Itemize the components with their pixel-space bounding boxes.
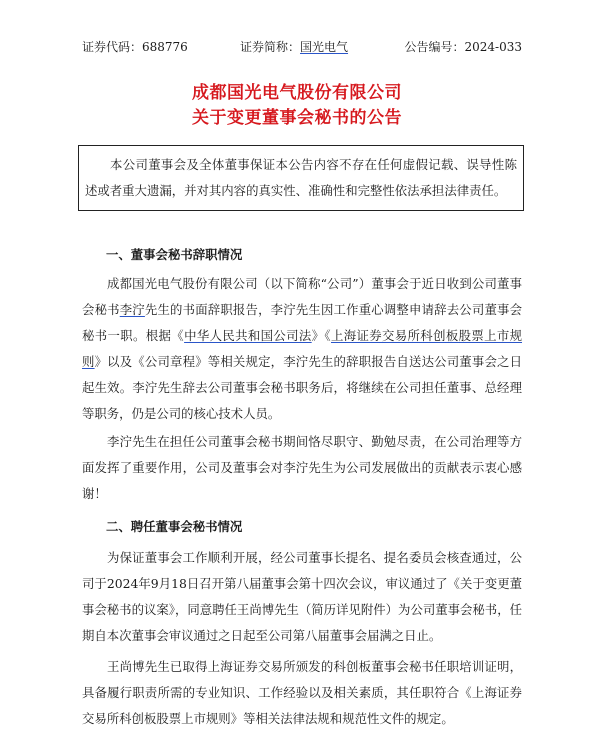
- person-name-link[interactable]: 李泞: [119, 302, 145, 317]
- stock-short-name-label: [240, 38, 348, 55]
- stock-short-name-link[interactable]: 国光电气: [300, 40, 349, 54]
- s1p1-text-a: 成都国光电气股份有限公司（以下简称“公司”）董事会于近日收到公司董事会秘书: [82, 276, 522, 317]
- section2-heading: 二、聘任董事会秘书情况: [106, 519, 243, 534]
- company-title: 成都国光电气股份有限公司: [192, 83, 402, 103]
- listing-rules-link[interactable]: 上海证券交易所科创板股票上市规则: [82, 328, 523, 369]
- section1-heading: 一、董事会秘书辞职情况: [106, 247, 243, 262]
- s1p1-text-d: 》以及《公司章程》等相关规定，李泞先生的辞职报告自送达公司董事会之日起生效。李泞先生辞去公司董事会秘书职务后，将继续在公司担任董事、总经理等职务，仍是公司的核心技术人员。: [82, 354, 523, 421]
- stock-code: 证券代码：688776: [82, 40, 188, 54]
- company-law-link[interactable]: 中华人民共和国公司法: [184, 328, 312, 343]
- notice-number: 公告编号：2024-033: [404, 40, 522, 54]
- document-header: [82, 38, 522, 56]
- section2-paragraph2: 王尚博先生已取得上海证券交易所颁发的科创板董事会秘书任职培训证明，具备履行职责所需的专业知识、工作经验以及相关素质，其任职符合《上海证券交易所科创板股票上市规则》等相关法律法规和规范性文件的规定。: [82, 659, 522, 726]
- disclaimer-text: 本公司董事会及全体董事保证本公告内容不存在任何虚假记载、误导性陈述或者重大遗漏，并对其内容的真实性、准确性和完整性依法承担法律责任。: [85, 157, 517, 198]
- section2-paragraph1: 为保证董事会工作顺利开展，经公司董事长提名、提名委员会核查通过，公司于2024年9月18日召开第八届董事会第十四次会议，审议通过了《关于变更董事会秘书的议案》，同意聘任王尚博先生（简历详见附件）为公司董事会秘书，任期自本次董事会审议通过之日起至公司第八届董事会届满之日止。: [82, 550, 522, 643]
- disclaimer-box: [78, 145, 524, 211]
- s1p1-text-c: 》《: [311, 328, 331, 343]
- section1-paragraph1: [82, 271, 522, 427]
- s1p1-text-b: 先生的书面辞职报告，李泞先生因工作重心调整申请辞去公司董事会秘书一职。根据《: [82, 302, 523, 343]
- notice-title: 关于变更董事会秘书的公告: [192, 108, 402, 128]
- section1-paragraph2: 李泞先生在担任公司董事会秘书期间恪尽职守、勤勉尽责，在公司治理等方面发挥了重要作用，公司及董事会对李泞先生为公司发展做出的贡献表示衷心感谢！: [82, 434, 522, 501]
- short-name-prefix: 证券简称：: [240, 40, 301, 54]
